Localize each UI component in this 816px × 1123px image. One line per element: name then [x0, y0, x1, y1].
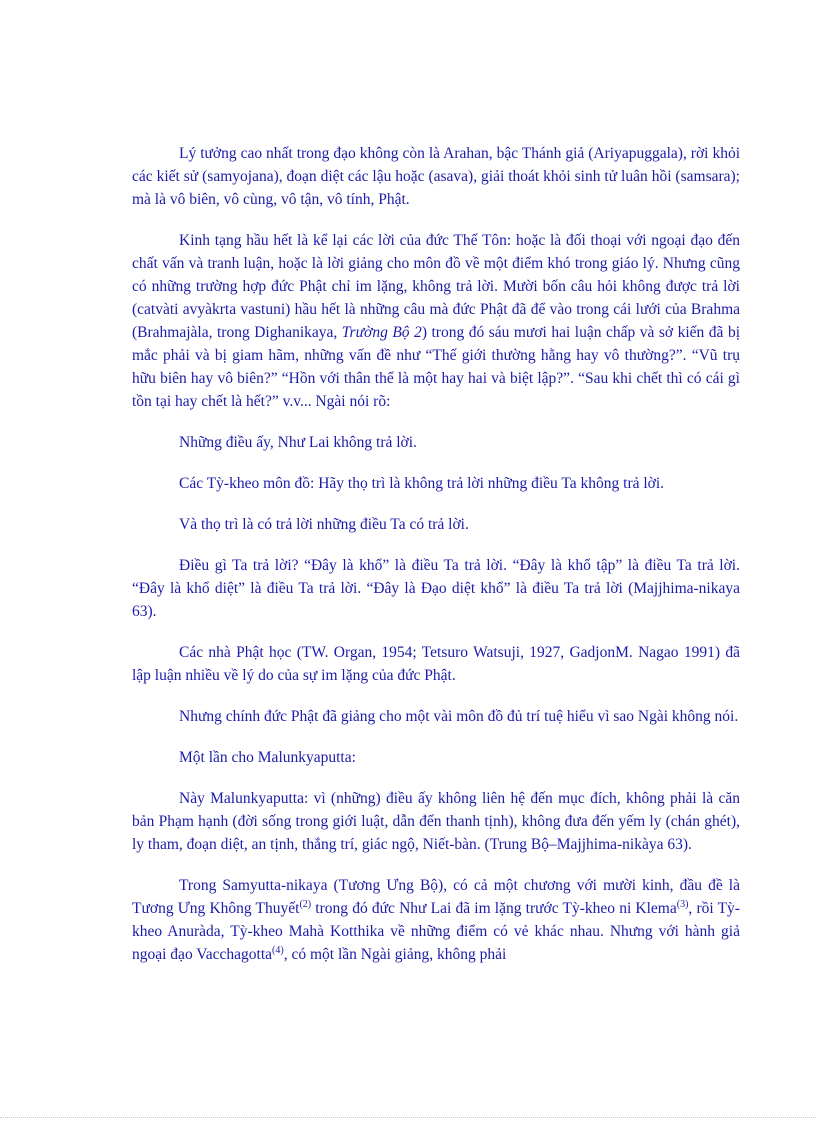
quote-line: Và thọ trì là có trả lời những điều Ta có trả lời. — [179, 516, 469, 533]
paragraph-scholars: Các nhà Phật học (TW. Organ, 1954; Tetsuro Watsuji, 1927, GadjonM. Nagao 1991) đã lập luận nhiều về lý do của sự im lặng của đức Phật. — [132, 644, 740, 684]
document-body — [132, 142, 740, 984]
paragraph-samyutta — [132, 874, 740, 966]
paragraph-buddha-explained: Nhưng chính đức Phật đã giảng cho một vài môn đồ đủ trí tuệ hiểu vì sao Ngài không nói. — [179, 708, 739, 725]
quote-four-truths: Điều gì Ta trả lời? “Đây là khổ” là điều Ta trả lời. “Đây là khổ tập” là điều Ta trả lời. “Đây là khổ diệt” là điều Ta trả lời. “Đây là Đạo diệt khổ” là điều Ta trả lời (Majjhima-nikaya 63). — [132, 557, 740, 620]
paragraph-sutta-pitaka — [132, 229, 740, 413]
quote-line: Những điều ấy, Như Lai không trả lời. — [179, 434, 417, 451]
paragraph-text: Trong Samyutta-nikaya (Tương Ưng Bộ), có cả một chương với mười kinh, đầu đề là Tương Ưng Không Thuyết — [132, 877, 740, 917]
paragraph-malunkyaputta-intro: Một lần cho Malunkyaputta: — [179, 749, 356, 766]
paragraph-text: trong đó đức Như Lai đã im lặng trước Tỳ-kheo ni Klema — [311, 900, 677, 917]
italic-reference: Trường Bộ 2 — [341, 324, 422, 341]
footnote-ref[interactable]: (4) — [272, 944, 284, 956]
page-bottom-border — [0, 1117, 816, 1118]
paragraph-text: ) trong đó sáu mươi hai luận chấp và sở kiến đã bị mắc phải và bị giam hãm, những vấn đề như “Thế giới thường hằng hay vô thường?”. “Vũ trụ hữu biên hay vô biên?” “Hồn với thân thể là một hay hai và biệt lập?”. “Sau khi chết thì có cái gì tồn tại hay chết là hết?” v.v... Ngài nói rõ: — [132, 324, 741, 410]
paragraph-text: , rồi Tỳ-kheo Anuràda, Tỳ-kheo Mahà Kotthika về những điểm có vẻ khác nhau. Nhưng với hành giả ngoại đạo Vacchagotta — [132, 900, 740, 963]
footnote-ref[interactable]: (2) — [299, 898, 312, 910]
paragraph-ideal: Lý tưởng cao nhất trong đạo không còn là Arahan, bậc Thánh giả (Ariyapuggala), rời khỏi các kiết sử (samyojana), đoạn diệt các lậu hoặc (asava), giải thoát khỏi sinh tử luân hồi (samsara); mà là vô biên, vô cùng, vô tận, vô tính, Phật. — [132, 145, 740, 208]
quote-malunkyaputta: Này Malunkyaputta: vì (những) điều ấy không liên hệ đến mục đích, không phải là căn bản Phạm hạnh (đời sống trong giới luật, dẫn đến thanh tịnh), không đưa đến yếm ly (chán ghét), ly tham, đoạn diệt, an tịnh, thắng trí, giác ngộ, Niết-bàn. (Trung Bộ–Majjhima-nikàya 63). — [132, 790, 740, 853]
paragraph-text: Kinh tạng hầu hết là kể lại các lời của đức Thế Tôn: hoặc là đối thoại với ngoại đạo đến chất vấn và tranh luận, hoặc là lời giảng cho môn đồ về một điểm khó trong giáo lý. Nhưng cũng có những trường hợp đức Phật chỉ im lặng, không trả lời. Mười bốn câu hỏi không được trả lời (catvàti avyàkrta vastuni) hầu hết là những câu mà đức Phật đã để vào trong cái lưới của Brahma (Brahmajàla, trong Dighanikaya, — [132, 232, 740, 341]
quote-line: Các Tỳ-kheo môn đồ: Hãy thọ trì là không trả lời những điều Ta không trả lời. — [179, 475, 665, 492]
paragraph-text: , có một lần Ngài giảng, không phải — [283, 946, 507, 963]
footnote-ref[interactable]: (3) — [676, 898, 689, 910]
